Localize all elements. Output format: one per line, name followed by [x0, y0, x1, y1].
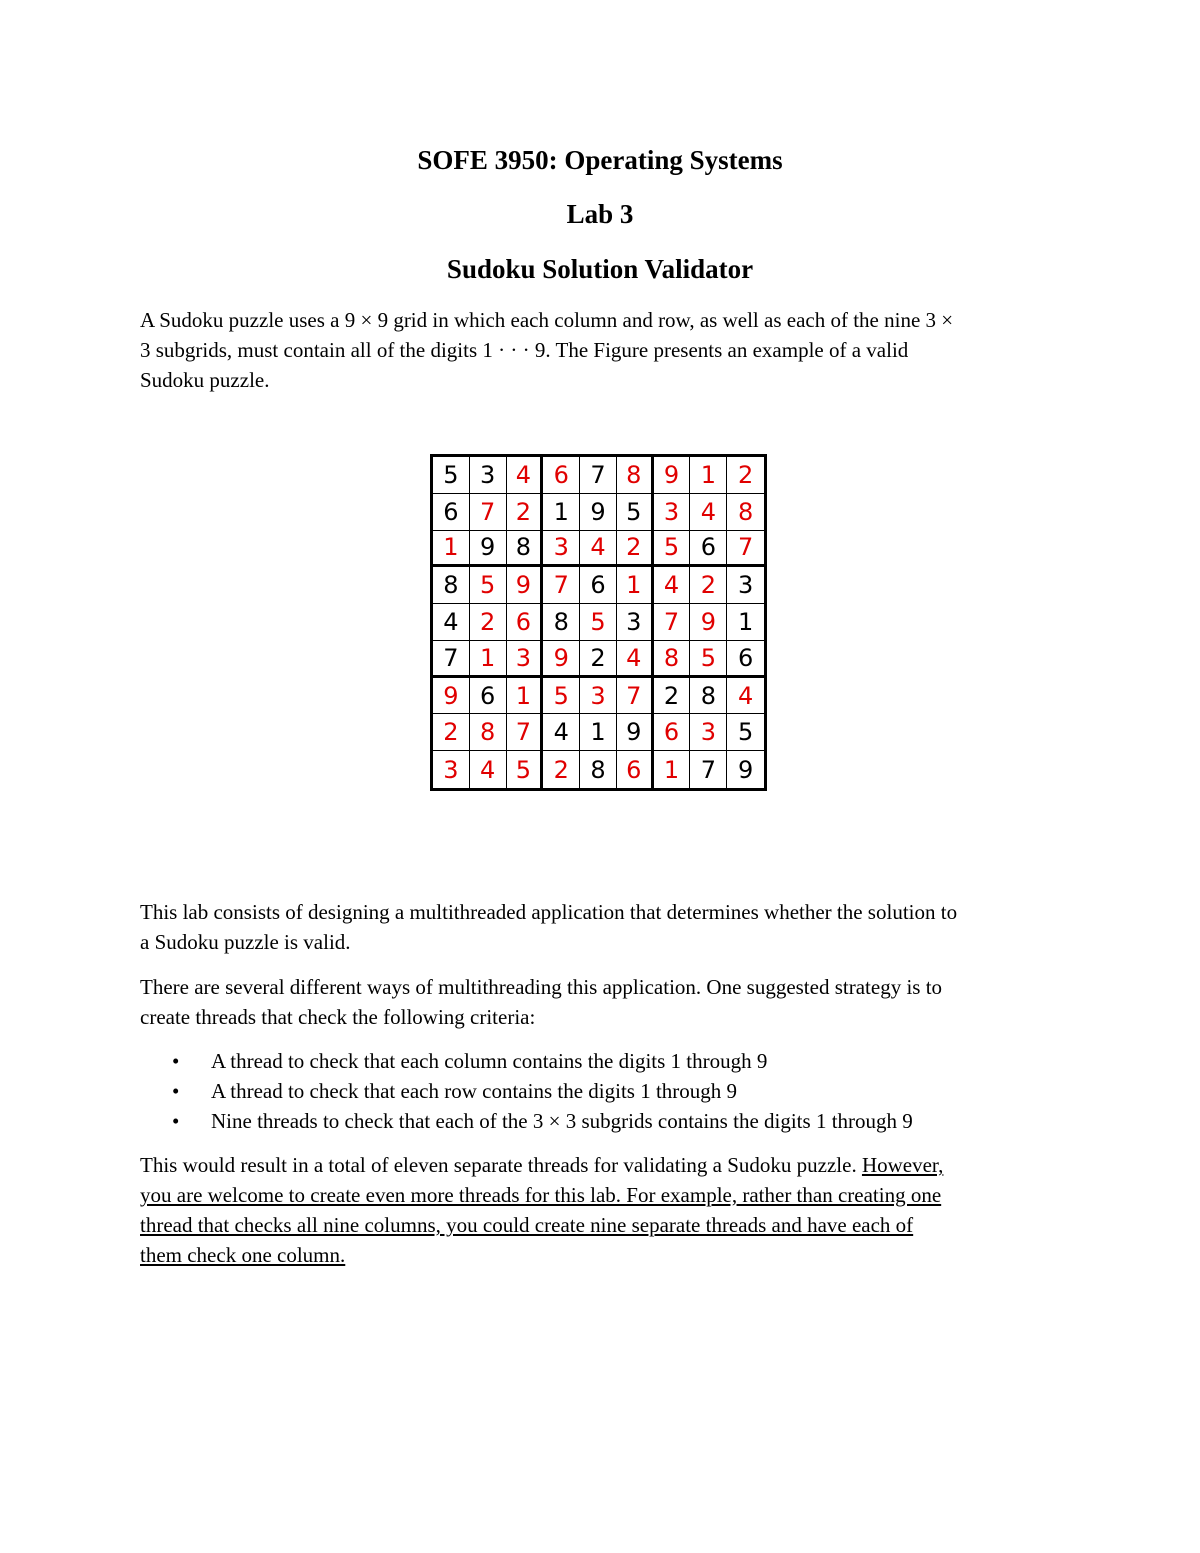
sudoku-cell: 6 — [617, 751, 654, 788]
sudoku-cell: 4 — [617, 641, 654, 678]
sudoku-cell: 8 — [470, 714, 507, 751]
sudoku-cell: 3 — [507, 641, 544, 678]
sudoku-cell: 4 — [654, 567, 691, 604]
sudoku-cell: 5 — [433, 457, 470, 494]
underlined-line: them check one column. — [140, 1243, 346, 1267]
sudoku-cell: 7 — [543, 567, 580, 604]
sudoku-cell: 1 — [543, 494, 580, 531]
sudoku-cell: 8 — [654, 641, 691, 678]
sudoku-cell: 6 — [727, 641, 764, 678]
description-line: a Sudoku puzzle is valid. — [140, 930, 351, 954]
criteria-text: A thread to check that each column contains the digits 1 through 9 — [211, 1049, 768, 1073]
conclusion-text: This would result in a total of eleven separate threads for validating a Sudoku puzzle. — [140, 1153, 862, 1177]
underlined-line: you are welcome to create even more threads for this lab. For example, rather than creating one — [140, 1183, 942, 1207]
sudoku-cell: 1 — [507, 678, 544, 715]
sudoku-cell: 8 — [617, 457, 654, 494]
intro-line: Sudoku puzzle. — [140, 368, 270, 392]
sudoku-cell: 3 — [617, 604, 654, 641]
bullet-icon: • — [172, 1049, 180, 1073]
sudoku-cell: 1 — [690, 457, 727, 494]
sudoku-cell: 2 — [580, 641, 617, 678]
sudoku-cell: 1 — [617, 567, 654, 604]
sudoku-cell: 8 — [543, 604, 580, 641]
sudoku-cell: 7 — [507, 714, 544, 751]
intro-line: A Sudoku puzzle uses a 9 × 9 grid in which each column and row, as well as each of the nine 3 × — [140, 308, 954, 332]
underlined-line: thread that checks all nine columns, you could create nine separate threads and have each of — [140, 1213, 914, 1237]
sudoku-cell: 1 — [654, 751, 691, 788]
sudoku-cell: 1 — [580, 714, 617, 751]
criteria-item — [172, 1046, 1072, 1076]
sudoku-cell: 7 — [470, 494, 507, 531]
conclusion-line — [140, 1150, 1070, 1180]
conclusion-paragraph — [140, 1150, 1070, 1270]
sudoku-cell: 2 — [543, 751, 580, 788]
sudoku-cell: 3 — [433, 751, 470, 788]
sudoku-cell: 5 — [470, 567, 507, 604]
sudoku-cell: 6 — [507, 604, 544, 641]
sudoku-cell: 7 — [727, 531, 764, 568]
course-title: SOFE 3950: Operating Systems — [417, 145, 783, 175]
sudoku-cell: 3 — [580, 678, 617, 715]
sudoku-cell: 2 — [690, 567, 727, 604]
lab-title: Lab 3 — [566, 199, 634, 229]
criteria-list — [172, 1046, 1072, 1136]
sudoku-cell: 4 — [507, 457, 544, 494]
sudoku-cell: 3 — [690, 714, 727, 751]
sudoku-cell: 3 — [727, 567, 764, 604]
sudoku-cell: 3 — [470, 457, 507, 494]
sudoku-cell: 9 — [507, 567, 544, 604]
sudoku-cell: 5 — [727, 714, 764, 751]
sudoku-cell: 4 — [727, 678, 764, 715]
intro-line: 3 subgrids, must contain all of the digits 1 · · · 9. The Figure presents an example of a valid — [140, 338, 909, 362]
sudoku-cell: 3 — [654, 494, 691, 531]
sudoku-cell: 8 — [507, 531, 544, 568]
sudoku-figure — [430, 454, 767, 791]
sudoku-cell: 6 — [654, 714, 691, 751]
sudoku-cell: 3 — [543, 531, 580, 568]
criteria-item — [172, 1076, 1072, 1106]
sudoku-cell: 6 — [433, 494, 470, 531]
sudoku-cell: 7 — [654, 604, 691, 641]
sudoku-cell: 4 — [543, 714, 580, 751]
sudoku-cell: 5 — [690, 641, 727, 678]
sudoku-cell: 8 — [727, 494, 764, 531]
sudoku-cell: 2 — [433, 714, 470, 751]
assignment-subtitle: Sudoku Solution Validator — [446, 254, 754, 284]
underlined-text: However, — [861, 1153, 944, 1177]
sudoku-cell: 9 — [580, 494, 617, 531]
sudoku-cell: 4 — [470, 751, 507, 788]
sudoku-cell: 6 — [470, 678, 507, 715]
sudoku-cell: 2 — [470, 604, 507, 641]
sudoku-cell: 5 — [654, 531, 691, 568]
sudoku-cell: 1 — [433, 531, 470, 568]
strategy-line: There are several different ways of multithreading this application. One suggested strategy is to — [140, 975, 943, 999]
sudoku-cell: 9 — [470, 531, 507, 568]
sudoku-cell: 2 — [507, 494, 544, 531]
sudoku-cell: 2 — [617, 531, 654, 568]
sudoku-cell: 4 — [580, 531, 617, 568]
sudoku-cell: 7 — [433, 641, 470, 678]
criteria-text: Nine threads to check that each of the 3 × 3 subgrids contains the digits 1 through 9 — [211, 1109, 913, 1133]
sudoku-cell: 8 — [580, 751, 617, 788]
strategy-line: create threads that check the following criteria: — [140, 1005, 536, 1029]
sudoku-cell: 4 — [433, 604, 470, 641]
sudoku-cell: 8 — [433, 567, 470, 604]
sudoku-cell: 9 — [617, 714, 654, 751]
bullet-icon: • — [172, 1109, 180, 1133]
sudoku-cell: 9 — [654, 457, 691, 494]
sudoku-cell: 7 — [580, 457, 617, 494]
sudoku-cell: 9 — [433, 678, 470, 715]
bullet-icon: • — [172, 1079, 180, 1103]
sudoku-cell: 6 — [690, 531, 727, 568]
sudoku-cell: 5 — [543, 678, 580, 715]
strategy-paragraph — [140, 972, 1070, 1032]
sudoku-cell: 5 — [580, 604, 617, 641]
description-line: This lab consists of designing a multithreaded application that determines whether the solution to — [140, 900, 958, 924]
sudoku-cell: 8 — [690, 678, 727, 715]
sudoku-cell: 9 — [543, 641, 580, 678]
sudoku-cell: 5 — [507, 751, 544, 788]
sudoku-cell: 7 — [617, 678, 654, 715]
sudoku-cell: 2 — [654, 678, 691, 715]
sudoku-cell: 1 — [727, 604, 764, 641]
sudoku-cell: 2 — [727, 457, 764, 494]
intro-paragraph — [140, 305, 1070, 395]
sudoku-cell: 4 — [690, 494, 727, 531]
sudoku-cell: 6 — [543, 457, 580, 494]
criteria-item — [172, 1106, 1072, 1136]
sudoku-cell: 1 — [470, 641, 507, 678]
sudoku-cell: 5 — [617, 494, 654, 531]
criteria-text: A thread to check that each row contains the digits 1 through 9 — [211, 1079, 738, 1103]
sudoku-cell: 6 — [580, 567, 617, 604]
sudoku-cell: 9 — [737, 755, 754, 784]
lab-description-paragraph — [140, 897, 1070, 957]
sudoku-cell: 9 — [690, 604, 727, 641]
sudoku-cell: 7 — [690, 751, 727, 788]
